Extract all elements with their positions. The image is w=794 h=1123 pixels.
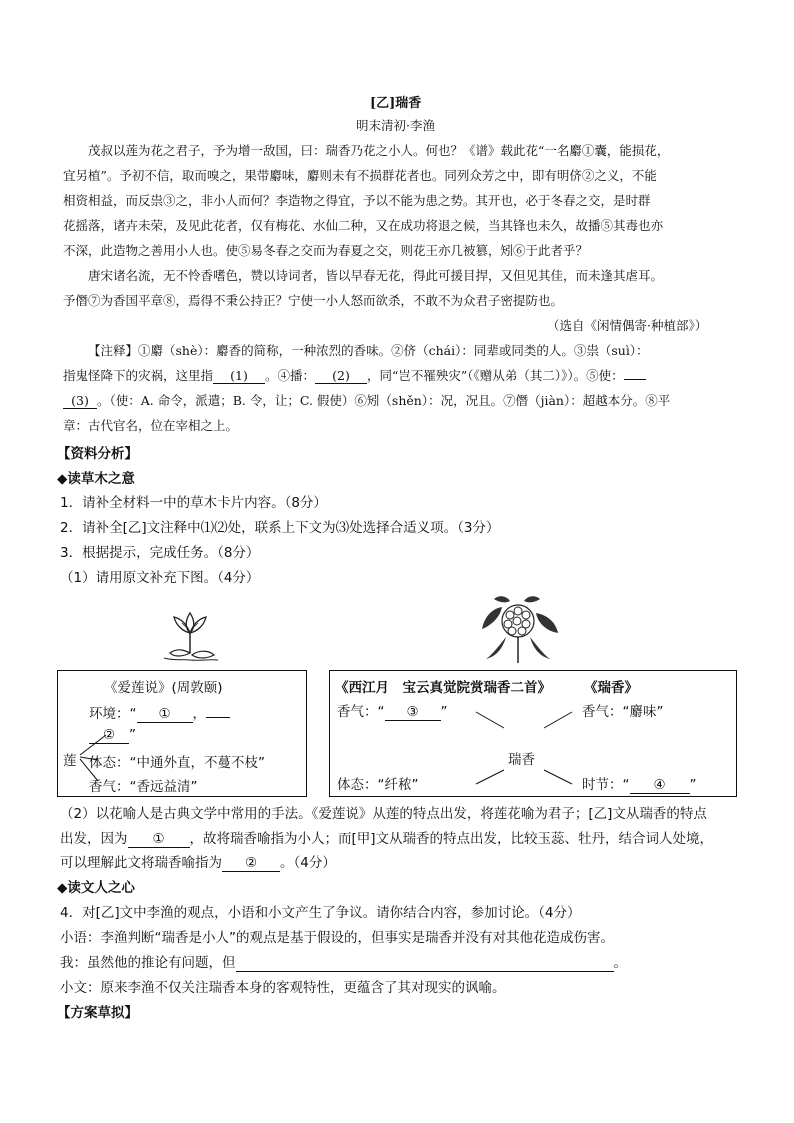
note-blank-2[interactable]: (2) xyxy=(315,369,367,384)
q3-2-text: 。（4分） xyxy=(280,855,336,871)
passage-line: 予僭⑦为香国平章⑧，焉得不秉公持正？宁使一小人怒而欲杀，不敢不为众君子密提防也。 xyxy=(63,293,564,308)
notes-line: 章：古代官名，位在宰相之上。 xyxy=(63,418,239,433)
my-answer-prompt: 我：虽然他的推论有问题，但 xyxy=(60,955,236,971)
ruixiang-season-label: 时节：“ xyxy=(582,777,630,793)
lotus-blank-1[interactable]: ① xyxy=(137,707,193,723)
passage-line: 相资相益，而反祟③之，非小人而何？李造物之得宜，予以不能为患之势。其开也，必于冬春之交，是时群 xyxy=(63,193,651,208)
lotus-env-sep: ， xyxy=(192,706,206,722)
my-answer-end: 。 xyxy=(613,955,627,971)
ruixiang-card-title-2: 《瑞香》 xyxy=(584,680,638,696)
ruixiang-scent-right: 香气：“麝味” xyxy=(582,704,664,720)
ruixiang-blank-4[interactable]: ④ xyxy=(630,778,690,794)
ruixiang-card-title-1: 《西江月 宝云真觉院赏瑞香二首》 xyxy=(335,680,551,696)
lotus-body: 体态：“中通外直，不蔓不枝” xyxy=(89,755,265,771)
ruixiang-scent-left-label: 香气：“ xyxy=(337,704,385,720)
q3-2-blank-2[interactable]: ② xyxy=(222,856,280,872)
passage-line: 唐宋诸名流，无不怜香嗜色，赞以诗词者，皆以早春无花，得此可援目捍，又但见其佳，而未逢其虐耳。 xyxy=(88,268,664,283)
xiaowen-statement: 小文：原来李渔不仅关注瑞香本身的客观特性，更蕴含了其对现实的讽喻。 xyxy=(60,980,506,996)
passage-source: （选自《闲情偶寄·种植部》） xyxy=(547,318,708,333)
ruixiang-blank-3[interactable]: ③ xyxy=(385,705,441,721)
passage-author: 明末清初·李渔 xyxy=(356,118,435,133)
notes-text: 指鬼怪降下的灾祸，这里指 xyxy=(63,368,214,383)
question-4: 4．对[乙]文中李渔的观点，小语和小文产生了争议。请你结合内容，参加讨论。（4分） xyxy=(60,905,581,921)
question-2: 2．请补全[乙]文注释中⑴⑵处，联系上下文为⑶处选择合适义项。（3分） xyxy=(60,520,500,536)
ruixiang-season-end: ” xyxy=(689,777,697,793)
lotus-env-label: 环境：“ xyxy=(89,706,137,722)
my-answer-field[interactable] xyxy=(236,956,614,972)
lotus-card-title: 《爱莲说》(周敦颐) xyxy=(104,680,223,696)
xiaoyu-statement: 小语：李渔判断“瑞香是小人”的观点是基于假设的，但事实是瑞香并没有对其他花造成伤害。 xyxy=(60,930,614,946)
question-3-1: （1）请用原文补充下图。（4分） xyxy=(60,570,260,586)
lotus-blank-2[interactable]: ② xyxy=(89,728,129,744)
passage-line: 花摇落，诸卉未荣，及见此花者，仅有梅花、水仙二种，又在成功将退之候，当其锋也未久，故播⑤其毒也亦 xyxy=(63,218,664,233)
q3-2-text: ，故将瑞香喻指为小人；而[甲]文从瑞香的特点出发，比较玉蕊、牡丹，结合词人处境， xyxy=(189,831,714,847)
notes-text: 。（使：A. 命令，派遣；B. 令，让；C. 假使）⑥矧（shěn）：况，况且。⑦僭（jiàn）：超越本分。⑧平 xyxy=(97,393,671,408)
my-answer-line xyxy=(60,951,627,972)
question-3-2-line xyxy=(60,827,713,848)
q3-2-text: 可以理解此文将瑞香喻指为 xyxy=(60,855,222,871)
passage-line: 茂叔以莲为花之君子，予为增一敌国，曰：瑞香乃花之小人。何也？《谱》载此花“一名麝①囊，能损花， xyxy=(88,143,670,158)
ruixiang-scent-left-end: ” xyxy=(440,704,448,720)
q3-2-text: 出发，因为 xyxy=(60,831,128,847)
note-blank-3[interactable]: (3) xyxy=(63,394,97,409)
section-plan-heading: 【方案草拟】 xyxy=(57,1005,138,1021)
q3-2-blank-1[interactable]: ① xyxy=(128,832,190,848)
lotus-scent: 香气：“香远益清” xyxy=(89,779,198,795)
lotus-center: 莲 xyxy=(63,753,77,769)
ruixiang-center: 瑞香 xyxy=(508,752,535,768)
note-blank-1[interactable]: (1) xyxy=(213,369,265,384)
lotus-env-end: ” xyxy=(129,727,136,743)
question-3-2-line: （2）以花喻人是古典文学中常用的手法。《爱莲说》从莲的特点出发，将莲花喻为君子；[乙]文从瑞香的特点 xyxy=(60,806,707,822)
question-3-2-line xyxy=(60,851,336,872)
passage-line: 宜另植”。予初不信，取而嗅之，果带麝味，麝则未有不损群花者也。同列众芳之中，即有明侪②之义，不能 xyxy=(63,168,657,183)
subheading-read-mind: ◆读文人之心 xyxy=(57,880,135,896)
ruixiang-body: 体态：“纤秾” xyxy=(337,777,419,793)
passage-title: [乙]瑞香 xyxy=(370,96,422,111)
notes-line: 【注释】①麝（shè）：麝香的简称，一种浓烈的香味。②侪（chái）：同辈或同类的人。③祟（suì）： xyxy=(88,343,649,358)
question-1: 1．请补全材料一中的草木卡片内容。（8分） xyxy=(60,495,327,511)
subheading-read-plants: ◆读草木之意 xyxy=(57,471,135,487)
question-3: 3．根据提示，完成任务。（8分） xyxy=(60,545,260,561)
passage-line: 不深，此造物之善用小人也。使⑤易冬春之交而为春夏之交，则花王亦几被篡，矧⑥于此者乎？ xyxy=(63,243,589,258)
notes-text: ，同“岂不罹殃灾”（《赠从弟（其二）》）。⑤使： xyxy=(367,368,624,383)
section-analysis-heading: 【资料分析】 xyxy=(57,446,138,462)
notes-text: 。④播： xyxy=(265,368,316,383)
